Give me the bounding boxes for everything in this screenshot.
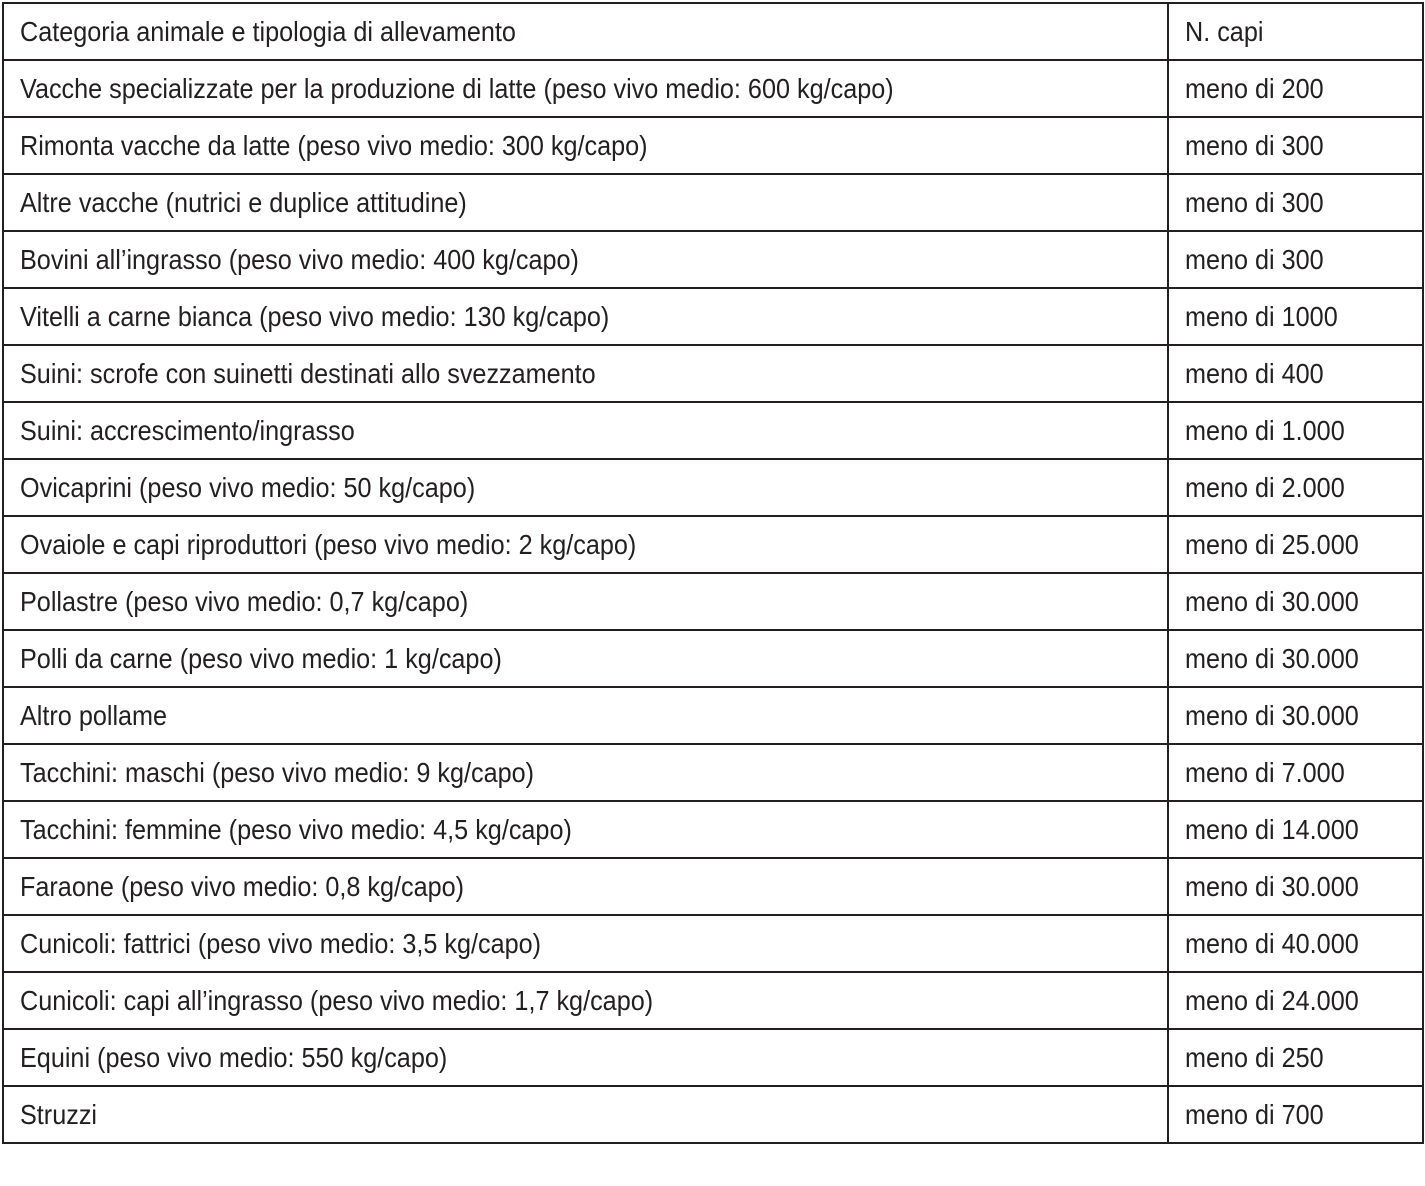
table-row — [3, 915, 1423, 972]
livestock-table-container — [2, 2, 1422, 1144]
table-row — [3, 174, 1423, 231]
category-cell — [3, 60, 1168, 117]
category-text: Cunicoli: fattrici (peso vivo medio: 3,5 kg/capo) — [20, 928, 542, 959]
count-cell — [1168, 174, 1423, 231]
count-text: meno di 14.000 — [1185, 814, 1359, 845]
table-row — [3, 345, 1423, 402]
category-text: Altre vacche (nutrici e duplice attitudine) — [20, 187, 467, 218]
table-row — [3, 402, 1423, 459]
table-row — [3, 516, 1423, 573]
category-cell — [3, 117, 1168, 174]
category-cell — [3, 288, 1168, 345]
category-text: Ovicaprini (peso vivo medio: 50 kg/capo) — [20, 472, 476, 503]
count-text: meno di 200 — [1185, 73, 1324, 104]
table-row — [3, 972, 1423, 1029]
table-row — [3, 801, 1423, 858]
category-cell — [3, 231, 1168, 288]
count-text: meno di 25.000 — [1185, 529, 1359, 560]
count-cell — [1168, 117, 1423, 174]
table-row — [3, 459, 1423, 516]
table-body — [3, 60, 1423, 1143]
category-text: Polli da carne (peso vivo medio: 1 kg/capo) — [20, 643, 502, 674]
category-cell — [3, 1029, 1168, 1086]
count-cell — [1168, 345, 1423, 402]
count-cell — [1168, 1029, 1423, 1086]
category-text: Suini: scrofe con suinetti destinati allo svezzamento — [20, 358, 596, 389]
count-text: meno di 30.000 — [1185, 643, 1359, 674]
header-category-label: Categoria animale e tipologia di allevamento — [20, 16, 516, 47]
category-text: Altro pollame — [20, 700, 168, 731]
table-row — [3, 231, 1423, 288]
table-row — [3, 573, 1423, 630]
count-text: meno di 400 — [1185, 358, 1324, 389]
category-cell — [3, 630, 1168, 687]
category-text: Faraone (peso vivo medio: 0,8 kg/capo) — [20, 871, 465, 902]
category-text: Equini (peso vivo medio: 550 kg/capo) — [20, 1042, 448, 1073]
count-text: meno di 1000 — [1185, 301, 1338, 332]
table-row — [3, 1029, 1423, 1086]
count-cell — [1168, 60, 1423, 117]
count-text: meno di 30.000 — [1185, 871, 1359, 902]
count-cell — [1168, 1086, 1423, 1143]
table-header-row — [3, 3, 1423, 60]
category-text: Suini: accrescimento/ingrasso — [20, 415, 355, 446]
category-cell — [3, 1086, 1168, 1143]
count-text: meno di 300 — [1185, 187, 1324, 218]
category-text: Struzzi — [20, 1099, 98, 1130]
category-cell — [3, 516, 1168, 573]
livestock-table — [2, 2, 1424, 1144]
category-text: Cunicoli: capi all’ingrasso (peso vivo medio: 1,7 kg/capo) — [20, 985, 654, 1016]
table-row — [3, 858, 1423, 915]
table-row — [3, 1086, 1423, 1143]
count-text: meno di 7.000 — [1185, 757, 1345, 788]
table-row — [3, 60, 1423, 117]
table-row — [3, 288, 1423, 345]
category-cell — [3, 402, 1168, 459]
category-text: Vitelli a carne bianca (peso vivo medio: 130 kg/capo) — [20, 301, 610, 332]
count-text: meno di 40.000 — [1185, 928, 1359, 959]
count-cell — [1168, 687, 1423, 744]
category-text: Pollastre (peso vivo medio: 0,7 kg/capo) — [20, 586, 469, 617]
count-cell — [1168, 402, 1423, 459]
category-cell — [3, 744, 1168, 801]
category-text: Vacche specializzate per la produzione di latte (peso vivo medio: 600 kg/capo) — [20, 73, 894, 104]
category-text: Tacchini: femmine (peso vivo medio: 4,5 kg/capo) — [20, 814, 572, 845]
count-cell — [1168, 744, 1423, 801]
count-cell — [1168, 630, 1423, 687]
count-cell — [1168, 972, 1423, 1029]
count-text: meno di 30.000 — [1185, 700, 1359, 731]
header-category — [3, 3, 1168, 60]
count-text: meno di 250 — [1185, 1042, 1324, 1073]
category-cell — [3, 915, 1168, 972]
table-row — [3, 630, 1423, 687]
category-text: Ovaiole e capi riproduttori (peso vivo medio: 2 kg/capo) — [20, 529, 637, 560]
header-count — [1168, 3, 1423, 60]
category-cell — [3, 459, 1168, 516]
count-text: meno di 700 — [1185, 1099, 1324, 1130]
category-cell — [3, 972, 1168, 1029]
count-text: meno di 24.000 — [1185, 985, 1359, 1016]
header-count-label: N. capi — [1185, 16, 1264, 47]
category-text: Tacchini: maschi (peso vivo medio: 9 kg/capo) — [20, 757, 535, 788]
category-cell — [3, 345, 1168, 402]
count-cell — [1168, 231, 1423, 288]
table-row — [3, 117, 1423, 174]
table-row — [3, 687, 1423, 744]
count-cell — [1168, 573, 1423, 630]
category-text: Rimonta vacche da latte (peso vivo medio: 300 kg/capo) — [20, 130, 648, 161]
count-cell — [1168, 288, 1423, 345]
count-cell — [1168, 459, 1423, 516]
category-cell — [3, 858, 1168, 915]
count-text: meno di 1.000 — [1185, 415, 1345, 446]
category-cell — [3, 573, 1168, 630]
category-cell — [3, 687, 1168, 744]
count-text: meno di 300 — [1185, 244, 1324, 275]
category-cell — [3, 174, 1168, 231]
table-row — [3, 744, 1423, 801]
count-cell — [1168, 516, 1423, 573]
count-text: meno di 30.000 — [1185, 586, 1359, 617]
category-text: Bovini all’ingrasso (peso vivo medio: 400 kg/capo) — [20, 244, 579, 275]
count-text: meno di 300 — [1185, 130, 1324, 161]
count-cell — [1168, 858, 1423, 915]
count-text: meno di 2.000 — [1185, 472, 1345, 503]
category-cell — [3, 801, 1168, 858]
count-cell — [1168, 801, 1423, 858]
count-cell — [1168, 915, 1423, 972]
